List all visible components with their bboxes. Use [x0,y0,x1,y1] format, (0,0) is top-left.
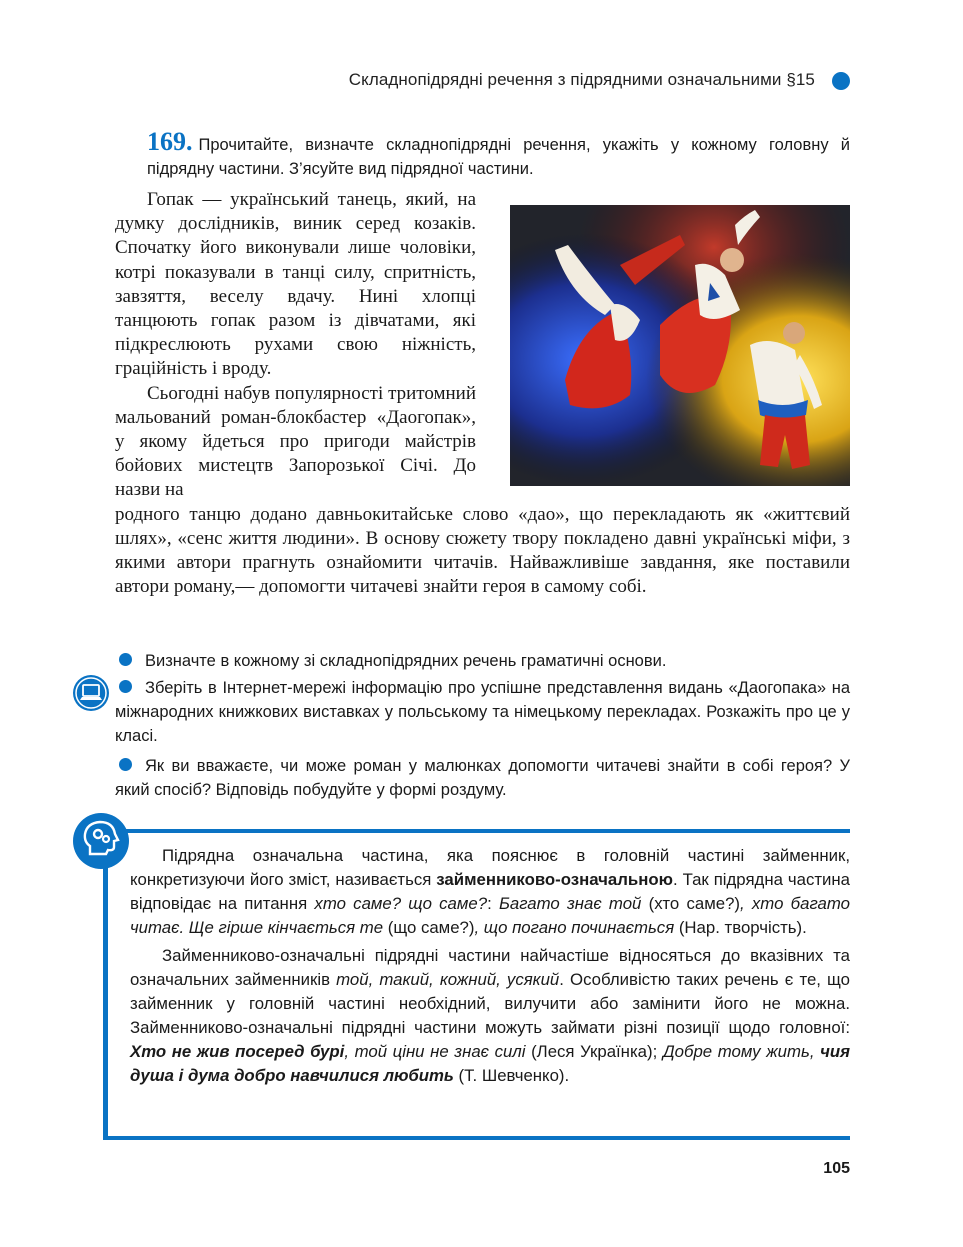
head-gears-icon [72,812,130,870]
list-item [115,649,850,673]
text-paragraph-2-start: Сьогодні набув популярності тритомний мальований роман-блокбастер «Даогопак», у якому йдеться про пригоди майстрів бойових мистецтв Запорозької Січі. До назви на [115,382,476,501]
bullet-text-1: Визначте в кожному зі складнопідрядних речень граматичні основи. [145,652,667,670]
bullet-text-2: Зберіть в Інтернет-мережі інформацію про успішне представлення видань «Даогопака» на міжнародних книжкових виставках у польському та німецькому перекладах. Розкажіть про це у класі. [115,679,850,745]
rule-paragraph-2: Займенниково-означальні підрядні частини найчастіше відносяться до вказівних та означальних займенників той, такий, кожний, усякий. Особливістю таких речень є те, що займенник у головній частині необхідний, вилучити або замінити його не можна. Займенниково-означальні підрядні частини можуть займати різні позиції щодо головної: Хто не жив посеред бурі, той ціни не знає силі (Леся Українка); Добре тому жить, чия душа і дума добро навчилися любить (Т. Шевченко). [130,946,851,1085]
rule-paragraph-1: Підрядна означальна частина, яка пояснює в головній частині займенник, конкретизуючи його зміст, називається займенниково-означальною. Так підрядна частина відповідає на питання хто саме? що саме?: Багато знає той (хто саме?), хто багато читає. Ще гірше кінчається те (що саме?), що погано починається (Нар. творчість). [130,846,850,937]
header-dot-icon [832,72,850,90]
task-number: 169. [147,127,193,156]
reading-text [115,188,850,599]
bullet-icon [119,758,132,771]
text-paragraph-2-end: родного танцю додано давньокитайське слово «дао», що перекладають як «життєвий шлях», «сенс життя людини». В основу сюжету твору покладено давні українські міфи, з якими автори прагнуть ознайомити читачів. Найважливіше завдання, яке поставили автори роману,— допомогти читачеві знайти героя в самому собі. [115,503,850,598]
bullet-icon [119,653,132,666]
task-169 [147,127,850,181]
term: займенниково-означальною [436,870,673,889]
computer-icon [72,674,110,712]
task-instruction: Прочитайте, визначте складнопідрядні речення, укажіть у кожному головну й підрядну частини. З’ясуйте вид підрядної частини. [147,136,850,178]
text-paragraph-1: Гопак — український танець, який, на думку дослідників, виник серед козаків. Спочатку його виконували лише чоловіки, котрі показували в танці силу, спритність, завзяття, веселу вдачу. Нині хлопці танцюють гопак разом із дівчатами, які підкреслюють рухами свою ніжність, граційність і вроду. [115,189,476,380]
bullet-list [115,649,850,802]
bullet-icon [119,680,132,693]
list-item [115,754,850,802]
page-number: 105 [823,1160,850,1177]
bullet-text-3: Як ви вважаєте, чи може роман у малюнках допомогти читачеві знайти в собі героя? У який спосіб? Відповідь побудуйте у формі роздуму. [115,757,850,799]
list-item [115,676,850,748]
rule-text [130,844,850,1088]
running-header: Складнопідрядні речення з підрядними означальними §15 [348,70,815,89]
